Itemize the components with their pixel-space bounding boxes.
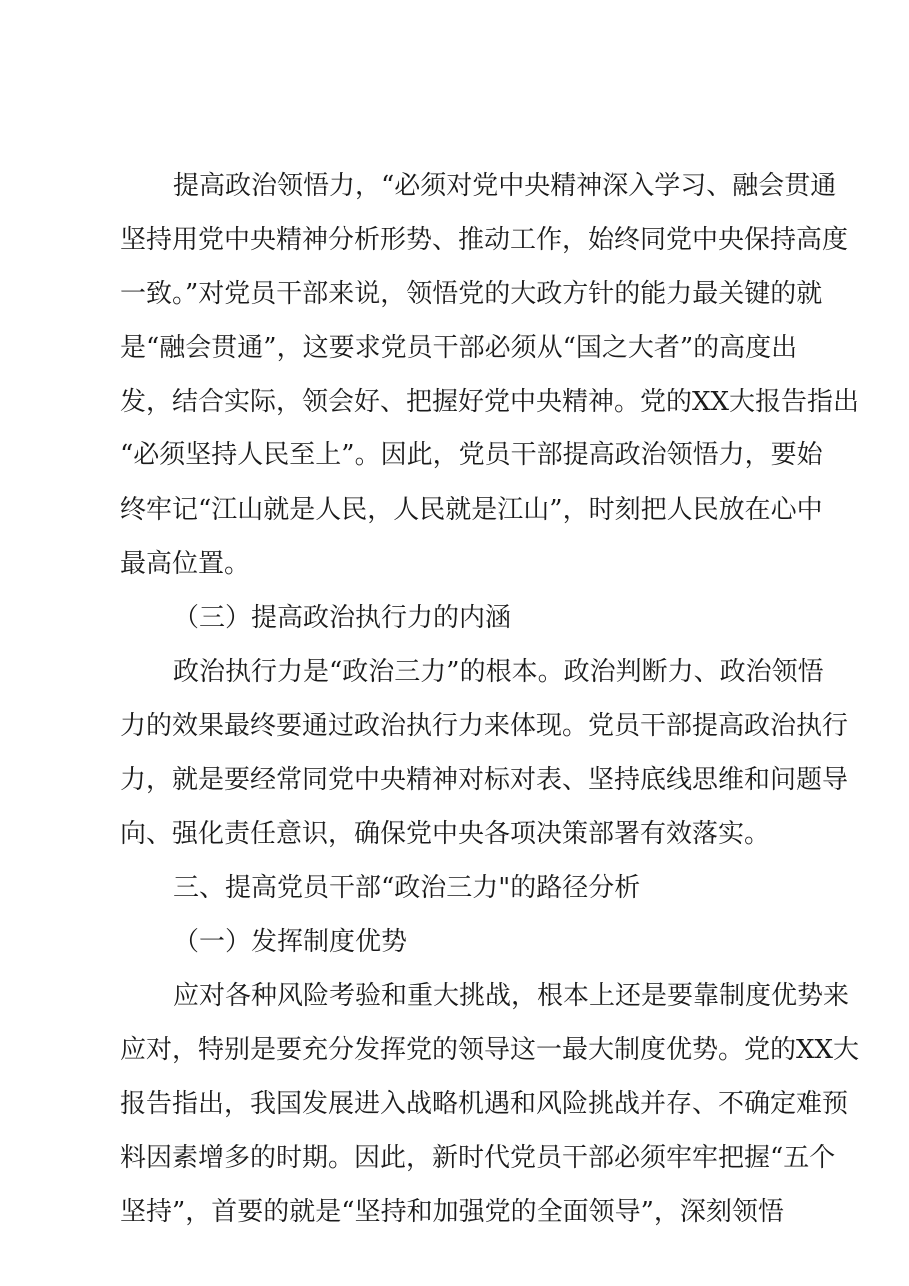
paragraph-line: 提高政治领悟力，“必须对党中央精神深入学习、融会贯通 bbox=[173, 171, 837, 201]
paragraph-line: 料因素增多的时期。因此，新时代党员干部必须牢牢把握“五个 bbox=[120, 1143, 836, 1173]
paragraph-line: 报告指出，我国发展进入战略机遇和风险挑战并存、不确定难预 bbox=[120, 1089, 849, 1119]
paragraph-line: 坚持用党中央精神分析形势、推动工作，始终同党中央保持高度 bbox=[120, 225, 849, 255]
paragraph-line: 力，就是要经常同党中央精神对标对表、坚持底线思维和问题导 bbox=[120, 765, 849, 795]
paragraph-line: 应对各种风险考验和重大挑战，根本上还是要靠制度优势来 bbox=[173, 981, 850, 1011]
chapter-heading: 三、提高党员干部“政治三力"的路径分析 bbox=[173, 873, 641, 903]
paragraph-line: 向、强化责任意识，确保党中央各项决策部署有效落实。 bbox=[120, 819, 771, 849]
paragraph-line: 发，结合实际，领会好、把握好党中央精神。党的XX大报告指出 bbox=[120, 387, 860, 417]
paragraph-line: 是“融会贯通”，这要求党员干部必须从“国之大者”的高度出 bbox=[120, 333, 798, 363]
paragraph-line: 应对，特别是要充分发挥党的领导这一最大制度优势。党的XX大 bbox=[120, 1035, 860, 1065]
paragraph-line: 终牢记“江山就是人民，人民就是江山”，时刻把人民放在心中 bbox=[120, 495, 823, 525]
paragraph-line: “必须坚持人民至上”。因此，党员干部提高政治领悟力，要始 bbox=[120, 440, 823, 470]
section-heading: （三）提高政治执行力的内涵 bbox=[173, 603, 512, 633]
paragraph-line: 一致。”对党员干部来说，领悟党的大政方针的能力最关键的就 bbox=[120, 279, 823, 309]
paragraph-line: 政治执行力是“政治三力”的根本。政治判断力、政治领悟 bbox=[173, 657, 824, 687]
paragraph-line: 最高位置。 bbox=[120, 549, 251, 579]
section-heading: （一）发挥制度优势 bbox=[173, 927, 408, 957]
paragraph-line: 坚持”，首要的就是“坚持和加强党的全面领导”，深刻领悟 bbox=[120, 1197, 784, 1227]
paragraph-line: 力的效果最终要通过政治执行力来体现。党员干部提高政治执行 bbox=[120, 711, 849, 741]
